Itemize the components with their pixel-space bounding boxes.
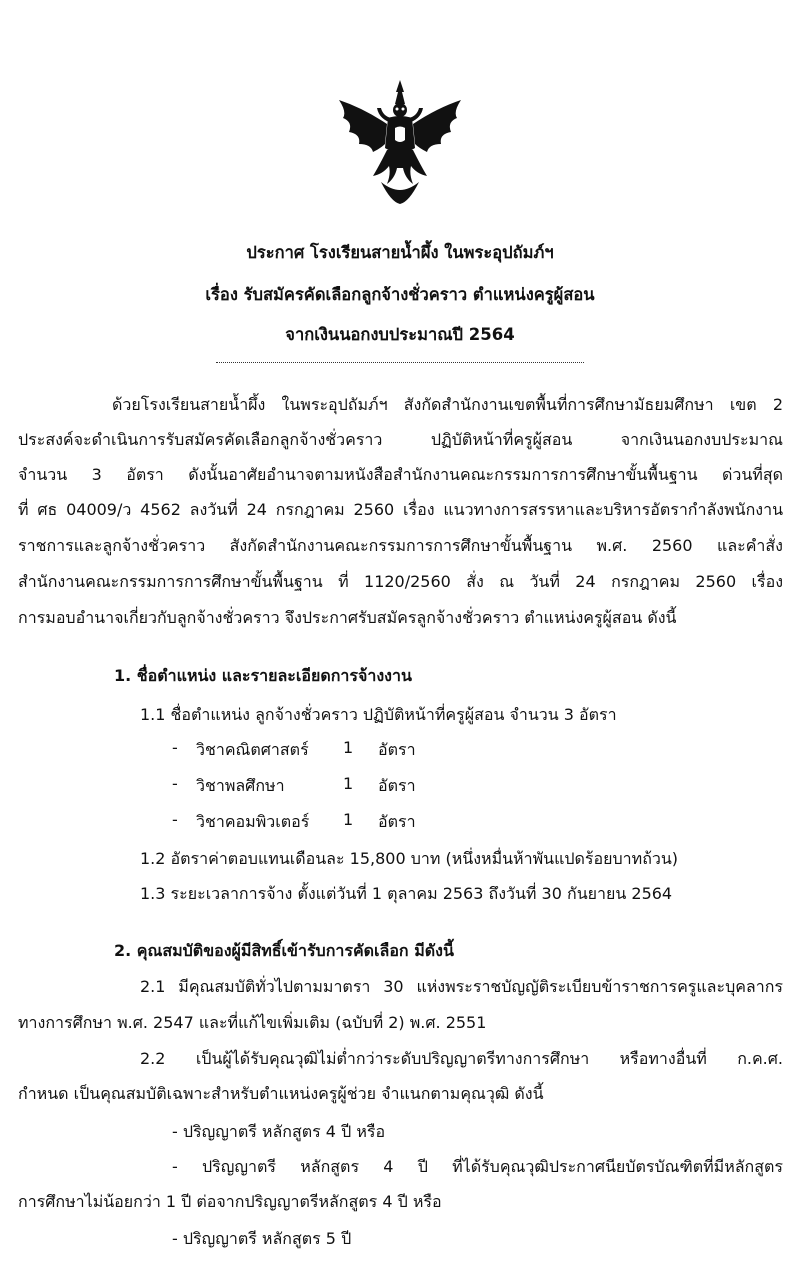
intro-line-1: ด้วยโรงเรียนสายน้ำผึ้ง ในพระอุปถัมภ์ฯ สังกัดสำนักงานเขตพื้นที่การศึกษามัธยมศึกษา เขต 2	[112, 395, 783, 414]
subject-count: 1	[343, 774, 354, 793]
intro-line-5: ราชการและลูกจ้างชั่วคราว สังกัดสำนักงานคณะกรรมการการศึกษาขั้นพื้นฐาน พ.ศ. 2560 และคำสั่ง	[18, 536, 783, 555]
intro-line-3: จำนวน 3 อัตรา ดังนั้นอาศัยอำนาจตามหนังสือสำนักงานคณะกรรมการการศึกษาขั้นพื้นฐาน ด่วนที่สุด	[18, 465, 783, 484]
subject-dash: -	[172, 774, 178, 793]
garuda-emblem	[333, 78, 467, 206]
heading-line-2: เรื่อง รับสมัครคัดเลือกลูกจ้างชั่วคราว ตำแหน่งครูผู้สอน	[205, 285, 595, 304]
section-2-title: 2. คุณสมบัติของผู้มีสิทธิ์เข้ารับการคัดเลือก มีดังนี้	[114, 941, 454, 960]
item-2-2-line-1: 2.2 เป็นผู้ได้รับคุณวุฒิไม่ต่ำกว่าระดับปริญญาตรีทางการศึกษา หรือทางอื่นที่ ก.ค.ศ.	[140, 1049, 783, 1068]
subject-name: วิชาคอมพิวเตอร์	[196, 812, 310, 831]
subject-count: 1	[343, 810, 354, 829]
heading-line-1: ประกาศ โรงเรียนสายน้ำผึ้ง ในพระอุปถัมภ์ฯ	[246, 243, 554, 262]
subject-unit: อัตรา	[378, 740, 416, 759]
subject-name: วิชาพลศึกษา	[196, 776, 285, 795]
item-2-1-line-1: 2.1 มีคุณสมบัติทั่วไปตามมาตรา 30 แห่งพระราชบัญญัติระเบียบข้าราชการครูและบุคลากร	[140, 977, 783, 996]
intro-line-2: ประสงค์จะดำเนินการรับสมัครคัดเลือกลูกจ้างชั่วคราว ปฏิบัติหน้าที่ครูผู้สอน จากเงินนอกงบประมาณ	[18, 430, 783, 449]
subject-unit: อัตรา	[378, 776, 416, 795]
intro-line-7: การมอบอำนาจเกี่ยวกับลูกจ้างชั่วคราว จึงประกาศรับสมัครลูกจ้างชั่วคราว ตำแหน่งครูผู้สอน ดังนี้	[18, 608, 677, 627]
degree-item-2-line-1: - ปริญญาตรี หลักสูตร 4 ปี ที่ได้รับคุณวุฒิประกาศนียบัตรบัณฑิตที่มีหลักสูตร	[172, 1157, 783, 1176]
item-1-1: 1.1 ชื่อตำแหน่ง ลูกจ้างชั่วคราว ปฏิบัติหน้าที่ครูผู้สอน จำนวน 3 อัตรา	[140, 705, 617, 724]
item-2-1-line-2: ทางการศึกษา พ.ศ. 2547 และที่แก้ไขเพิ่มเติม (ฉบับที่ 2) พ.ศ. 2551	[18, 1013, 487, 1032]
subject-name: วิชาคณิตศาสตร์	[196, 740, 309, 759]
dotted-divider	[216, 362, 584, 363]
subject-dash: -	[172, 810, 178, 829]
degree-item-2-line-2: การศึกษาไม่น้อยกว่า 1 ปี ต่อจากปริญญาตรีหลักสูตร 4 ปี หรือ	[18, 1192, 442, 1211]
item-2-2-line-2: กำหนด เป็นคุณสมบัติเฉพาะสำหรับตำแหน่งครูผู้ช่วย จำแนกตามคุณวุฒิ ดังนี้	[18, 1084, 544, 1103]
intro-line-6: สำนักงานคณะกรรมการการศึกษาขั้นพื้นฐาน ที่ 1120/2560 สั่ง ณ วันที่ 24 กรกฎาคม 2560 เรื่อง	[18, 572, 783, 591]
heading-line-3: จากเงินนอกงบประมาณปี 2564	[285, 325, 515, 344]
item-1-3: 1.3 ระยะเวลาการจ้าง ตั้งแต่วันที่ 1 ตุลาคม 2563 ถึงวันที่ 30 กันยายน 2564	[140, 884, 673, 903]
subject-unit: อัตรา	[378, 812, 416, 831]
intro-line-4: ที่ ศธ 04009/ว 4562 ลงวันที่ 24 กรกฎาคม 2560 เรื่อง แนวทางการสรรหาและบริหารอัตรากำลังพนักงาน	[18, 500, 783, 519]
subject-count: 1	[343, 738, 354, 757]
degree-item-3: - ปริญญาตรี หลักสูตร 5 ปี	[172, 1229, 352, 1248]
item-1-2: 1.2 อัตราค่าตอบแทนเดือนละ 15,800 บาท (หนึ่งหมื่นห้าพันแปดร้อยบาทถ้วน)	[140, 849, 679, 868]
degree-item-1: - ปริญญาตรี หลักสูตร 4 ปี หรือ	[172, 1122, 386, 1141]
subject-dash: -	[172, 738, 178, 757]
section-1-title: 1. ชื่อตำแหน่ง และรายละเอียดการจ้างงาน	[114, 666, 412, 685]
